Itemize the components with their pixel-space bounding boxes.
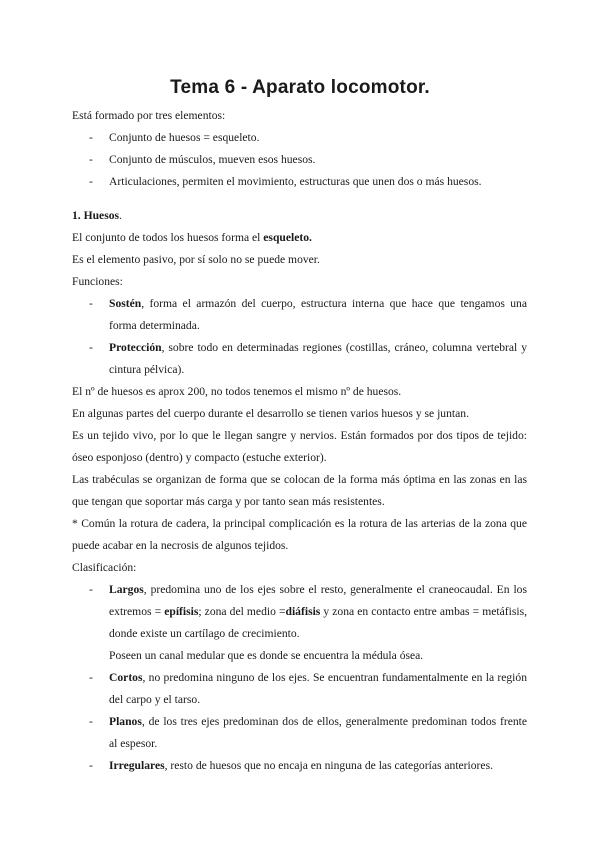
- dash-bullet: -: [89, 583, 93, 596]
- dash-bullet: -: [89, 153, 93, 166]
- list-item: - Irregulares, resto de huesos que no encaja en ninguna de las categorías anteriores.: [72, 755, 527, 777]
- list-item: - Conjunto de músculos, mueven esos huesos.: [72, 149, 527, 171]
- list-item: - Cortos, no predomina ninguno de los ejes. Se encuentran fundamentalmente en la región del carpo y el tarso.: [72, 667, 527, 711]
- elements-list: [72, 127, 527, 193]
- functions-label: Funciones:: [72, 275, 123, 288]
- paragraph: Es un tejido vivo, por lo que le llegan sangre y nervios. Están formados por dos tipos de tejido: óseo esponjoso (dentro) y compacto (estuche exterior).: [72, 429, 527, 464]
- paragraph: * Común la rotura de cadera, la principal complicación es la rotura de las arterias de la zona que puede acabar en la necrosis de algunos tejidos.: [72, 517, 527, 552]
- dash-bullet: -: [89, 671, 93, 684]
- list-item: - Planos, de los tres ejes predominan dos de ellos, generalmente predominan todos frente al espesor.: [72, 711, 527, 755]
- list-item: - Sostén, forma el armazón del cuerpo, estructura interna que hace que tengamos una forma determinada.: [72, 293, 527, 337]
- list-item: - Largos, predomina uno de los ejes sobre el resto, generalmente el craneocaudal. En los extremos = epífisis; zona del medio =diáfisis y zona en contacto entre ambas = metáfisis, donde existe un cartílago de crecimiento. Poseen un canal medular que es donde se encuentra la médula ósea.: [72, 579, 527, 667]
- dash-bullet: -: [89, 297, 93, 310]
- classification-list: [72, 579, 527, 777]
- page-title: Tema 6 - Aparato locomotor.: [170, 77, 430, 98]
- skeleton-definition: El conjunto de todos los huesos forma el esqueleto.: [72, 231, 312, 244]
- dash-bullet: -: [89, 759, 93, 772]
- list-item: - Protección, sobre todo en determinadas regiones (costillas, cráneo, columna vertebral y cintura pélvica).: [72, 337, 527, 381]
- dash-bullet: -: [89, 131, 93, 144]
- dash-bullet: -: [89, 341, 93, 354]
- passive-element-text: Es el elemento pasivo, por sí solo no se puede mover.: [72, 253, 320, 266]
- document-body: [72, 105, 527, 777]
- classification-label: Clasificación:: [72, 561, 137, 574]
- functions-list: [72, 293, 527, 381]
- list-item: - Articulaciones, permiten el movimiento, estructuras que unen dos o más huesos.: [72, 171, 527, 193]
- dash-bullet: -: [89, 715, 93, 728]
- dash-bullet: -: [89, 175, 93, 188]
- paragraph: El nº de huesos es aprox 200, no todos tenemos el mismo nº de huesos.: [72, 385, 402, 398]
- paragraph: En algunas partes del cuerpo durante el desarrollo se tienen varios huesos y se juntan.: [72, 407, 469, 420]
- paragraph: Las trabéculas se organizan de forma que se colocan de la forma más óptima en las zonas en las que tengan que soportar más carga y por tanto sean más resistentes.: [72, 473, 527, 508]
- intro-text: Está formado por tres elementos:: [72, 109, 226, 122]
- list-item: - Conjunto de huesos = esqueleto.: [72, 127, 527, 149]
- section-heading: 1. Huesos.: [72, 209, 122, 222]
